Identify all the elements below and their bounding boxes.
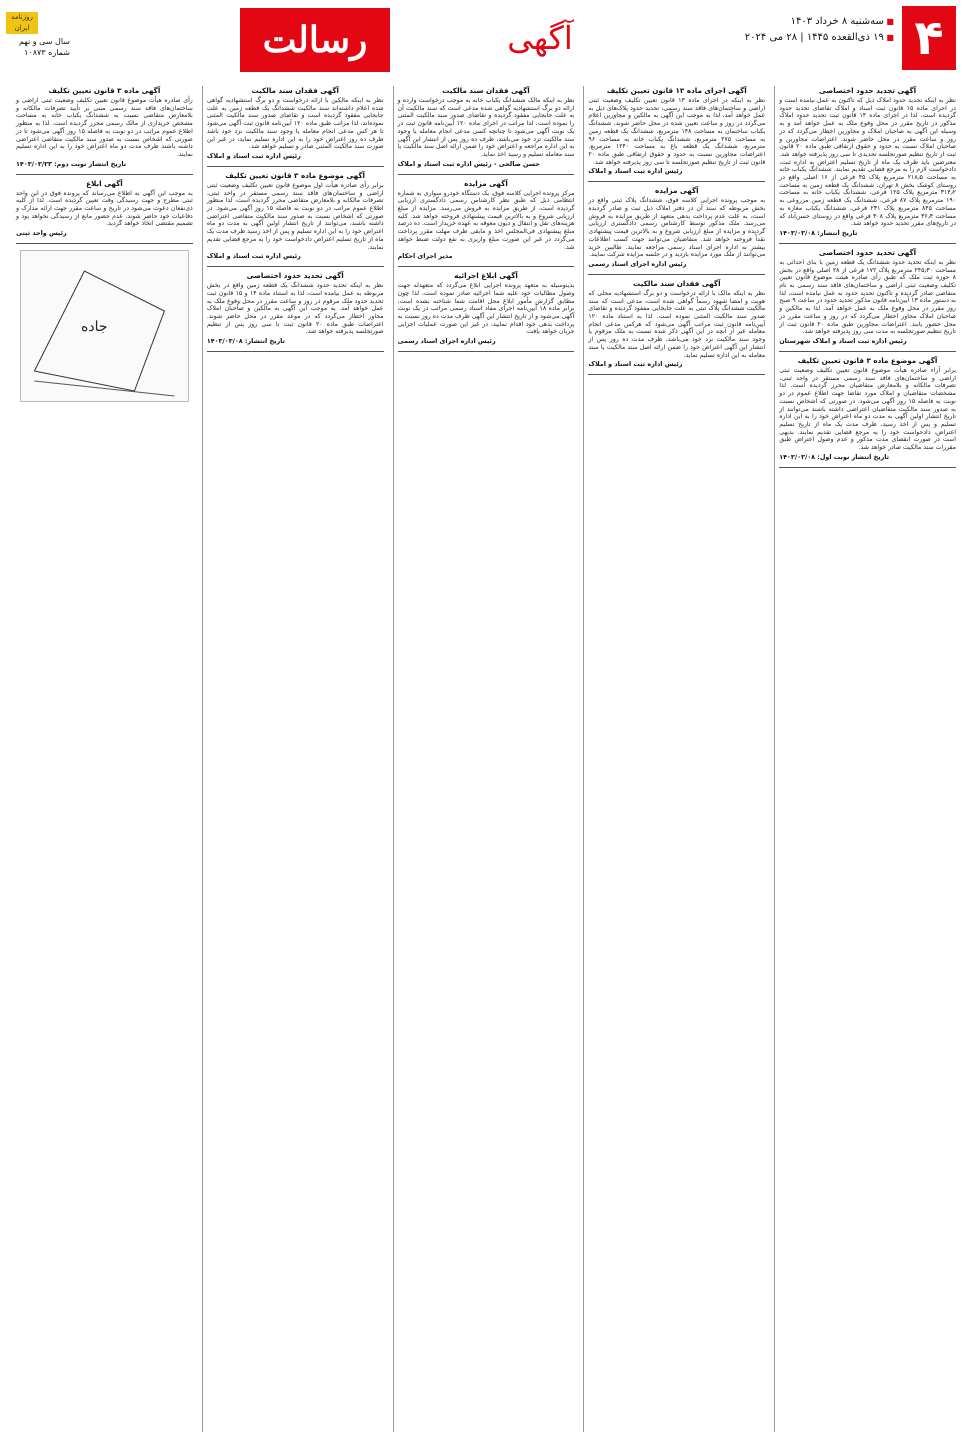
ad-notice <box>588 86 765 175</box>
ad-title: آگهی تجدید حدود اختصاصی <box>819 86 917 95</box>
ad-notice <box>16 179 193 238</box>
ad-columns <box>6 86 960 1432</box>
site-sketch-map <box>20 250 189 402</box>
ad-notice <box>398 271 575 345</box>
ad-notice <box>207 171 384 260</box>
ad-divider <box>207 266 384 267</box>
ad-divider <box>207 351 384 352</box>
page-header <box>0 0 966 82</box>
page-number: ۴ <box>902 6 956 70</box>
ad-notice <box>16 86 193 168</box>
ad-body: برابر آراء صادره هیأت موضوع قانون تعیین تکلیف وضعیت ثبتی اراضی و ساختمان‌های فاقد سند رسمی مستقر در واحد ثبتی، تصرفات مالکانه و بلامعارض متقاضیان محرز گردیده است. لذا مشخصات متقاضیان و املاک مورد تقاضا جهت اطلاع عموم در دو نوبت به فاصله ۱۵ روز آگهی می‌شود. در صورتی که اشخاص نسبت به صدور سند مالکیت متقاضیان اعتراضی داشته باشند می‌توانند از تاریخ انتشار اولین آگهی به مدت دو ماه اعتراض خود را به این اداره تسلیم و پس از اخذ رسید، ظرف مدت یک ماه از تاریخ تسلیم اعتراض، دادخواست خود را به مرجع قضایی تقدیم نمایند. بدیهی است در صورت انقضای مدت مذکور و عدم وصول اعتراض طبق مقررات سند مالکیت صادر خواهد شد. <box>779 366 956 452</box>
ad-notice <box>779 86 956 237</box>
ad-title: آگهی موضوع ماده ۳ قانون تعیین تکلیف <box>225 170 366 180</box>
ad-title: آگهی ابلاغ <box>86 178 123 188</box>
ad-notice <box>207 271 384 345</box>
ad-signature: مدیر اجرای احکام <box>397 252 453 261</box>
ad-divider <box>398 351 575 352</box>
ad-title: آگهی تحدید حدود اختصاصی <box>246 271 344 281</box>
ad-signature: رئیس واحد ثبتی <box>16 229 67 238</box>
ad-body: نظر به اینکه مالکین با ارائه درخواست و دو برگ استشهادیه گواهی شده اعلام داشته‌اند سند مالکیت ششدانگ یک قطعه زمین به علت جابجایی مفقود گردیده است و تقاضای صدور سند مالکیت المثنی نموده‌اند، لذا مراتب طبق ماده ۱۲۰ آیین‌نامه قانون ثبت آگهی می‌شود تا هر کس مدعی انجام معامله یا وجود سند مالکیت نزد خود باشد ظرف ده روز اعتراض خود را به این اداره تسلیم نماید، در غیر این صورت سند مالکیت المثنی صادر و تسلیم خواهد شد. <box>206 97 384 151</box>
ad-signature: رئیس اداره اجرای اسناد رسمی <box>397 337 496 346</box>
ad-title: آگهی ابلاغ اجرائیه <box>454 271 518 281</box>
ad-title: آگهی فقدان سند مالکیت <box>251 86 339 95</box>
ad-signature: رئیس اداره ثبت اسناد و املاک <box>206 252 301 261</box>
ad-column <box>774 86 960 1432</box>
brand-logo: روزنامه ایران <box>6 12 38 34</box>
ad-title: آگهی اجرای ماده ۱۳ قانون تعیین تکلیف <box>606 86 747 95</box>
ad-title: آگهی مزایده <box>654 186 699 196</box>
ad-notice <box>588 279 765 368</box>
ad-column <box>393 86 579 1432</box>
ad-divider <box>398 174 575 175</box>
ad-body: رأی صادره هیأت موضوع قانون تعیین تکلیف وضعیت ثبتی اراضی و ساختمان‌های فاقد سند رسمی مبنی بر تأیید تصرفات مالکانه و بلامعارض متقاضی نسبت به ششدانگ یکباب خانه به مساحت مشخص خریداری از مالک رسمی محرز گردیده است. لذا به منظور اطلاع عموم مراتب در دو نوبت به فاصله ۱۵ روز آگهی می‌شود تا در صورتی که اشخاص نسبت به صدور سند مالکیت متقاضی اعتراضی داشته باشند ظرف مدت دو ماه اعتراض خود را به این اداره تسلیم نمایند. <box>16 97 193 158</box>
ad-signature: حسن صالحی - رئیس اداره ثبت اسناد و املاک <box>397 159 540 168</box>
ad-signature: رئیس اداره ثبت اسناد و املاک شهرستان <box>779 336 907 345</box>
date-persian: ■ سه‌شنبه ۸ خرداد ۱۴۰۳ <box>694 14 894 30</box>
ad-body: نظر به اینکه تحدید حدود ششدانگ یک قطعه زمین واقع در بخش مربوطه به عمل نیامده است، لذا به استناد ماده ۱۴ و ۱۵ قانون ثبت تحدید حدود ملک مرقوم در روز و ساعت مقرر در محل وقوع ملک به عمل خواهد آمد. به موجب این آگهی به مالکین و صاحبان املاک مجاور اخطار می‌گردد که در موعد مقرر در محل حاضر شوند. اعتراضات طبق ماده ۲۰ قانون ثبت تا سی روز پس از تنظیم صورتجلسه پذیرفته خواهد شد. <box>206 282 384 336</box>
ad-signature: رئیس اداره اجرای اسناد رسمی <box>588 259 687 268</box>
ad-divider <box>588 181 765 182</box>
ad-body: نظر به اینکه تحدید حدود ششدانگ یک قطعه زمین با بنای احداثی به مساحت ۲۴۵٫۳۰ مترمربع پلاک ۱۷۲ فرعی از ۲۸ اصلی واقع در بخش ۸ حوزه ثبت ملک که طبق رأی صادره هیئت موضوع قانون تعیین تکلیف وضعیت ثبتی اراضی و ساختمان‌های فاقد سند رسمی به نام متقاضی صادر گردیده و تاکنون تحدید حدود به عمل نیامده است، لذا به دستور ماده ۱۳ آیین‌نامه قانون مذکور تحدید حدود در ساعت ۹ صبح روز مقرر در محل وقوع ملک به عمل خواهد آمد. لذا به مالکین و صاحبان املاک مجاور اخطار می‌گردد که در روز و ساعت مقرر در محل حضور یابند. اعتراضات مجاورین طبق ماده ۲۰ قانون ثبت از تاریخ تنظیم صورتجلسه به مدت سی روز پذیرفته خواهد شد. <box>779 258 956 336</box>
ad-title: آگهی فقدان سند مالکیت <box>633 278 721 288</box>
issue-number: شماره ۱۰۸۷۳ <box>24 48 70 57</box>
ad-body: مرکز پرونده اجرایی کلاسه فوق، یک دستگاه خودرو سواری به شماره انتظامی ذیل که طبق نظر کارشناس رسمی دادگستری ارزیابی گردیده است، از طریق مزایده به فروش می‌رسد. مزایده از مبلغ ارزیابی شروع و به بالاترین قیمت پیشنهادی فروخته خواهد شد. کلیه هزینه‌های نقل و انتقال و دیون معوقه به عهده خریدار است. ده درصد مبلغ پیشنهادی فی‌المجلس اخذ و مابقی ظرف مهلت مقرر پرداخت می‌گردد در غیر این صورت مبلغ واریزی به نفع دولت ضبط خواهد شد. <box>397 189 575 251</box>
ad-divider <box>779 243 956 244</box>
map-road-label: جاده <box>81 319 108 336</box>
ad-divider <box>588 374 765 375</box>
ad-notice <box>779 356 956 461</box>
ad-title: آگهی ماده ۳ قانون تعیین تکلیف <box>48 86 161 95</box>
ad-signature: تاریخ انتشار: ۱۴۰۳/۰۳/۰۸ <box>206 337 285 346</box>
ad-body: به موجب پرونده اجرایی کلاسه فوق، ششدانگ پلاک ثبتی واقع در بخش مربوطه که سند آن در دفتر املاک ذیل ثبت و صادر گردیده است، به علت عدم پرداخت بدهی متعهد از طریق مزایده به فروش می‌رسد. ملک مذکور توسط کارشناس رسمی دادگستری ارزیابی گردیده و مزایده از مبلغ ارزیابی شروع و به بالاترین قیمت پیشنهادی نقداً فروخته خواهد شد. متقاضیان می‌توانند جهت کسب اطلاعات بیشتر به اداره اجرای اسناد رسمی مراجعه نمایند. طالبین خرید می‌توانند از ملک مورد مزایده بازدید و در جلسه مزایده شرکت نمایند. <box>588 197 766 259</box>
ad-body: بدینوسیله به متعهد پرونده اجرایی ابلاغ می‌گردد که متعهدله جهت وصول مطالبات خود علیه شما اجرائیه صادر نموده است، لذا چون مطابق گزارش مأمور ابلاغ محل اقامت شما شناخته نشده است، برابر ماده ۱۸ آیین‌نامه اجرای مفاد اسناد رسمی مراتب در یک نوبت آگهی می‌شود و از تاریخ انتشار این آگهی ظرف مدت ده روز نسبت به پرداخت بدهی خود اقدام نمایید، در غیر این صورت عملیات اجرایی جریان خواهد یافت. <box>397 282 575 336</box>
ad-divider <box>207 166 384 167</box>
ad-body: نظر به اینکه در اجرای ماده ۱۳ قانون تعیین تکلیف وضعیت ثبتی اراضی و ساختمان‌های فاقد سند رسمی، تحدید حدود پلاک‌های ذیل به عمل خواهد آمد، لذا به موجب این آگهی به مالکین و مجاورین اعلام می‌گردد در روز و ساعت تعیین شده در محل حاضر شوند. ششدانگ یکباب ساختمان به مساحت ۱۴۸ مترمربع، ششدانگ یک قطعه زمین به مساحت ۲۷۵ مترمربع، ششدانگ یکباب خانه به مساحت ۹۶ مترمربع، ششدانگ یک قطعه باغ به مساحت ۱۲۴۰ مترمربع. اعتراضات مجاورین نسبت به حدود و حقوق ارتفاقی طبق ماده ۲۰ قانون ثبت از تاریخ تنظیم صورتجلسه تا سی روز پذیرفته خواهد شد. <box>588 97 766 166</box>
ad-divider <box>16 243 193 244</box>
ad-title: آگهی تحدید حدود اختصاصی <box>819 247 917 257</box>
ad-divider <box>398 266 575 267</box>
ad-body: نظر به اینکه مالک با ارائه درخواست و دو برگ استشهادیه محلی که هویت و امضا شهود رسماً گواهی شده است، مدعی است که سند مالکیت ششدانگ پلاک ثبتی به علت جابجایی مفقود گردیده و تقاضای صدور سند مالکیت المثنی نموده است. لذا به استناد ماده ۱۲۰ آیین‌نامه قانون ثبت مراتب آگهی می‌شود که هرکس مدعی انجام معامله غیر از آنچه در این آگهی ذکر شده نسبت به ملک مرقوم یا وجود سند مالکیت نزد خود می‌باشد، ظرف مدت ده روز پس از انتشار این آگهی اعتراض خود را ضمن ارائه اصل سند مالکیت یا سند معامله به این اداره تسلیم نماید. <box>588 289 766 359</box>
ad-notice <box>398 179 575 261</box>
ad-title: آگهی فقدان سند مالکیت <box>442 86 530 95</box>
section-title: آگهی <box>507 19 573 57</box>
ad-column <box>583 86 769 1432</box>
ad-divider <box>16 174 193 175</box>
ad-notice <box>588 186 765 268</box>
ad-body: نظر به اینکه مالک ششدانگ یکباب خانه به موجب درخواست وارده و ارائه دو برگ استشهادیه گواهی شده مدعی است که سند مالکیت آن به علت جابجایی مفقود گردیده و تقاضای صدور سند مالکیت المثنی را نموده است. لذا مراتب در اجرای ماده ۱۲۰ آیین‌نامه قانون ثبت در یک نوبت آگهی می‌شود تا چنانچه کسی مدعی انجام معامله یا وجود سند مالکیت نزد خود می‌باشد، ظرف ده روز پس از انتشار این آگهی به این اداره مراجعه و اعتراض خود را ضمن ارائه اصل سند مالکیت یا سند معامله تسلیم و رسید اخذ نماید. <box>397 97 575 158</box>
ad-signature: تاریخ انتشار نوبت دوم: ۱۴۰۳/۰۳/۲۳ <box>16 159 127 168</box>
ad-title: آگهی موضوع ماده ۳ قانون تعیین تکلیف <box>797 355 938 365</box>
ad-body: نظر به اینکه تحدید حدود املاک ذیل که تاکنون به عمل نیامده است و در اجرای ماده ۱۵ قانون ثبت اسناد و املاک تقاضای تحدید حدود گردیده است، لذا در اجرای ماده ۱۴ قانون ثبت تحدید حدود املاک مذکور در تاریخ مقرر در محل وقوع ملک به عمل خواهد آمد و به وسیله این آگهی به صاحبان املاک و مجاورین اخطار می‌گردد که در روز و ساعت مقرر در محل حاضر شوند. اعتراضات مجاورین و صاحبان املاک نسبت به حدود و حقوق ارتفاقی طبق ماده ۲۰ قانون ثبت از تاریخ تنظیم صورتجلسه تحدیدی تا سی روز پذیرفته خواهد شد. معترضین باید ظرف یک ماه از تاریخ تسلیم اعتراض به اداره ثبت، دادخواست لازم را به مرجع قضایی تقدیم نمایند. ششدانگ یکباب خانه به مساحت ۲۱۸٫۵ مترمربع پلاک ۴۵ فرعی از ۱۶ اصلی واقع در روستای کوشک بخش ۸ تهران، ششدانگ یک قطعه زمین به مساحت ۳۱۴٫۲ مترمربع پلاک ۱۲۵ فرعی، ششدانگ یکباب خانه به مساحت ۱۹۰ مترمربع پلاک ۸۷ فرعی، ششدانگ یک قطعه زمین مزروعی به مساحت ۸۴۵ مترمربع پلاک ۲۳۱ فرعی، ششدانگ یکباب مغازه به مساحت ۳۶٫۴ مترمربع پلاک ۳۰۸ فرعی واقع در روستای حسن‌آباد که در تاریخ‌های مقرر تحدید حدود خواهد شد. <box>779 97 957 228</box>
publication-year: سال سی و نهم <box>18 37 70 46</box>
ad-title: آگهی مزایده <box>464 178 508 188</box>
ad-signature: رئیس اداره ثبت اسناد و املاک <box>588 360 683 369</box>
ad-body: برابر رأی صادره هیأت اول موضوع قانون تعیین تکلیف وضعیت ثبتی اراضی و ساختمان‌های فاقد سند رسمی مستقر در واحد ثبتی، تصرفات مالکانه و بلامعارض متقاضی محرز گردیده است، لذا منظور اطلاع عموم مراتب در دو نوبت به فاصله ۱۵ روز آگهی می‌شود. در صورتی که اشخاص نسبت به صدور سند مالکیت متقاضی اعتراضی داشته باشند، می‌توانند از تاریخ انتشار اولین آگهی به مدت دو ماه اعتراض خود را به این اداره تسلیم و پس از اخذ رسید ظرف مدت یک ماه از تاریخ تسلیم اعتراض دادخواست خود را به مرجع قضایی تقدیم نمایند. <box>206 181 384 251</box>
ad-notice <box>398 86 575 168</box>
date-other: ■ ۱۹ ذی‌القعده ۱۴۴۵ | ۲۸ می ۲۰۲۴ <box>694 30 894 46</box>
ad-divider <box>779 351 956 352</box>
ad-divider <box>588 274 765 275</box>
ad-column <box>12 86 197 1432</box>
ad-notice <box>779 248 956 345</box>
date-block <box>694 14 894 46</box>
ad-body: به موجب این آگهی به اطلاع می‌رساند که پرونده فوق در این واحد ثبتی مطرح و جهت رسیدگی وقت تعیین گردیده است. لذا از کلیه ذی‌نفعان دعوت می‌شود در تاریخ و ساعت مقرر جهت ارائه مدارک و دفاعیات خود حاضر شوند. عدم حضور مانع از رسیدگی نخواهد بود و تصمیم مقتضی اتخاذ خواهد گردید. <box>16 189 193 228</box>
publication-info <box>6 36 70 58</box>
ad-notice <box>207 86 384 160</box>
ad-signature: رئیس اداره ثبت اسناد و املاک <box>588 167 683 176</box>
ad-signature: رئیس اداره ثبت اسناد و املاک <box>206 151 301 160</box>
masthead-logo: رسالت <box>240 8 390 72</box>
ad-column <box>202 86 388 1432</box>
ad-signature: تاریخ انتشار: ۱۴۰۳/۰۳/۰۸ <box>779 228 858 237</box>
ad-signature: تاریخ انتشار نوبت اول: ۱۴۰۳/۰۳/۰۸ <box>779 452 890 461</box>
ad-divider <box>779 467 956 468</box>
